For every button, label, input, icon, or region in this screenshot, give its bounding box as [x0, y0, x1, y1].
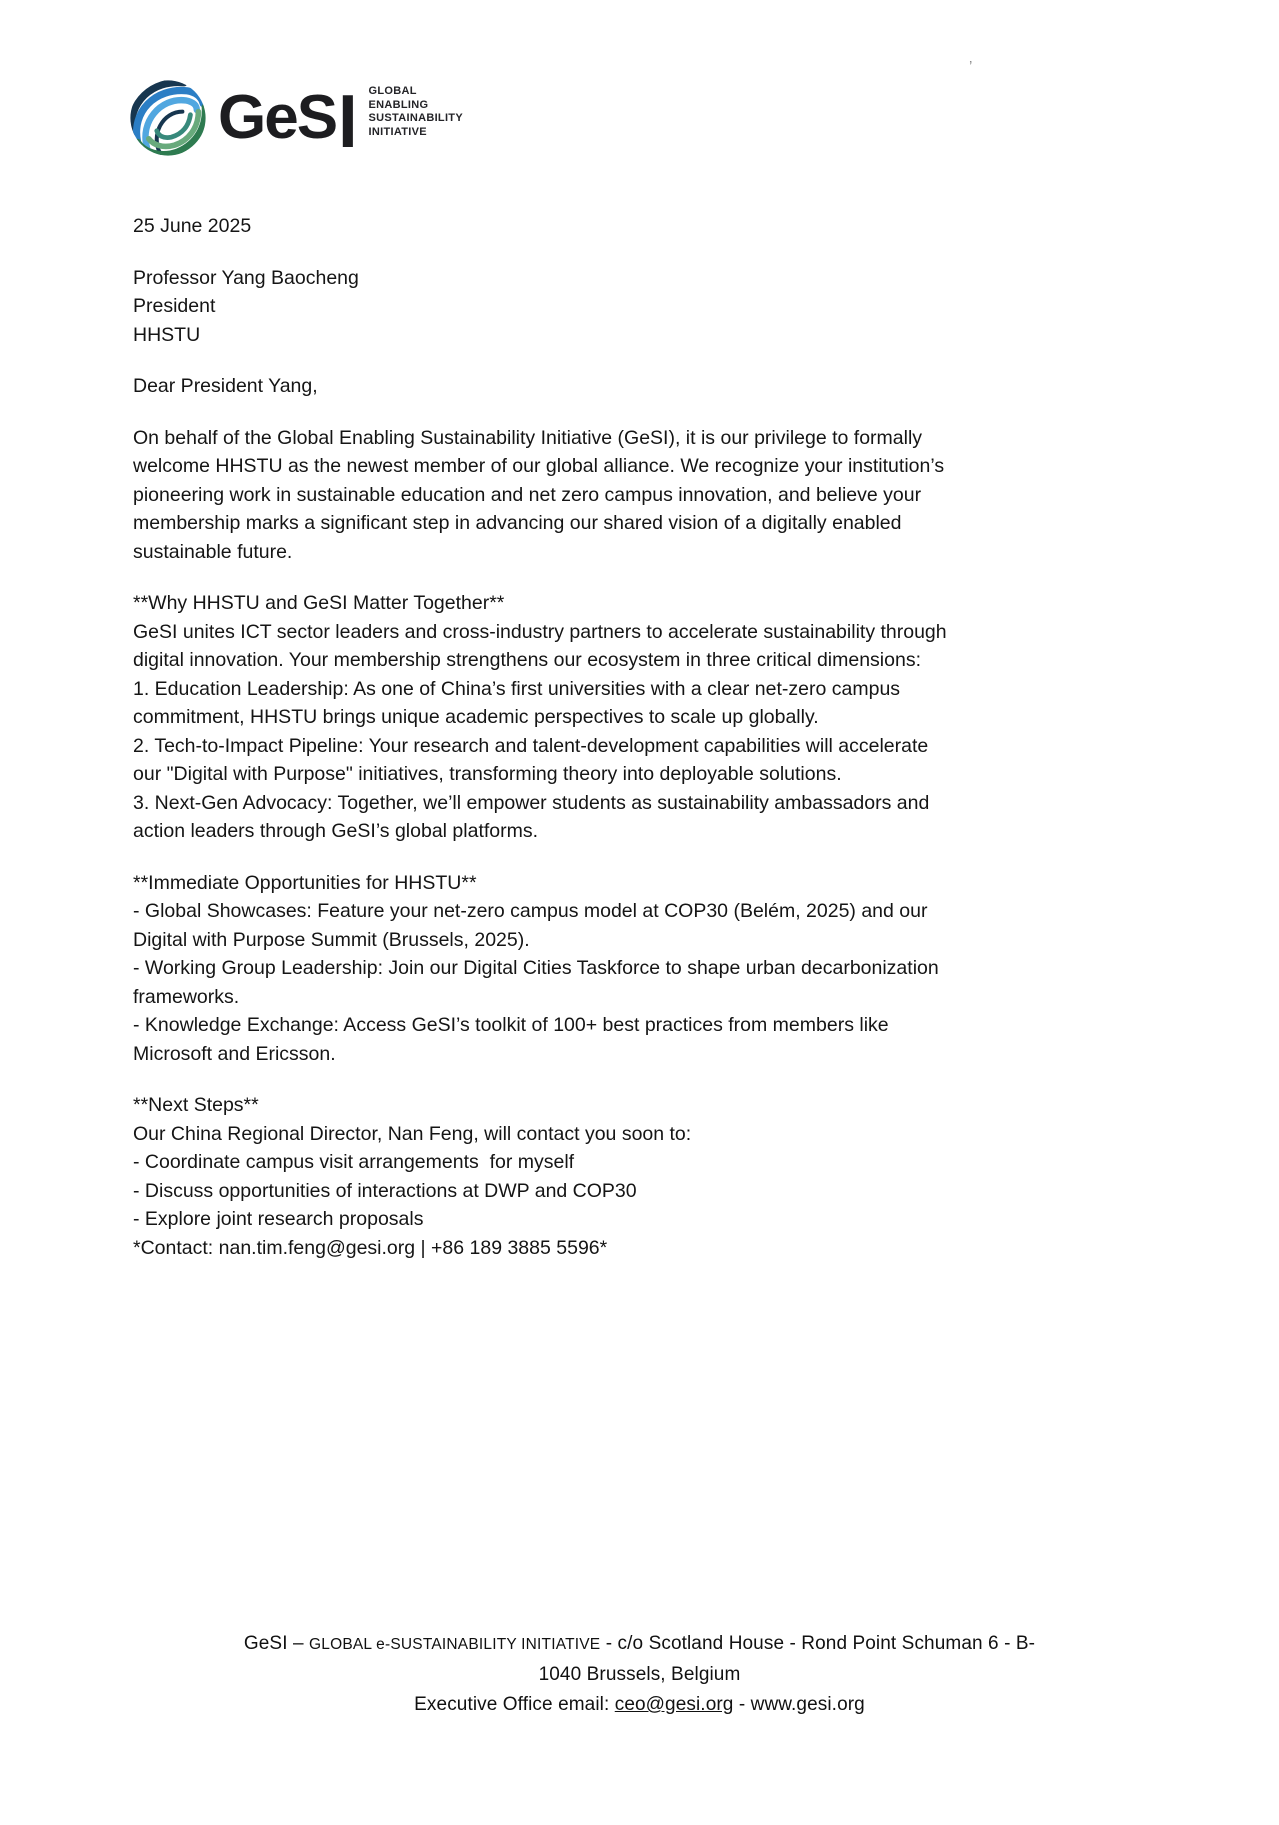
blank-line — [133, 401, 1013, 424]
blank-line — [133, 566, 1013, 589]
body-line: action leaders through GeSI’s global platforms. — [133, 820, 539, 842]
body-line: President — [133, 295, 216, 317]
scan-artifact: ’ — [969, 58, 973, 75]
footer-line-2: 1040 Brussels, Belgium — [538, 1664, 741, 1685]
body-line: frameworks. — [133, 985, 240, 1008]
tagline-line: ENABLING — [368, 98, 429, 111]
body-line: membership marks a significant step in advancing our shared vision of a digitally enabled — [133, 512, 902, 534]
body-line: Our China Regional Director, Nan Feng, will contact you soon to: — [133, 1122, 692, 1145]
body-line: - Knowledge Exchange: Access GeSI’s toolkit of 100+ best practices from members like — [133, 1014, 889, 1036]
body-line: - Global Showcases: Feature your net-zero campus model at COP30 (Belém, 2025) and our — [133, 900, 928, 922]
body-line: Professor Yang Baocheng — [133, 266, 359, 289]
gesi-logo — [128, 78, 463, 164]
footer-website: - www.gesi.org — [733, 1694, 865, 1715]
letter-body — [133, 212, 1013, 1262]
footer-brand: GeSI – — [243, 1633, 310, 1654]
footer-address: - c/o Scotland House - Rond Point Schuman 6 - B- — [600, 1633, 1036, 1654]
body-line: digital innovation. Your membership strengthens our ecosystem in three critical dimensions: — [133, 649, 921, 671]
body-line: 2. Tech-to-Impact Pipeline: Your research and talent-development capabilities will accelerate — [133, 734, 929, 757]
body-line: 1. Education Leadership: As one of China’s first universities with a clear net-zero campus — [133, 677, 901, 700]
body-line: 3. Next-Gen Advocacy: Together, we’ll empower students as sustainability ambassadors and — [133, 791, 930, 814]
body-line: On behalf of the Global Enabling Sustainability Initiative (GeSI), it is our privilege to formally — [133, 426, 923, 449]
footer-line-1 — [0, 1629, 1279, 1660]
body-line: sustainable future. — [133, 540, 293, 563]
footer-line-3 — [0, 1690, 1279, 1720]
body-line: *Contact: nan.tim.feng@gesi.org | +86 189 3885 5596* — [133, 1236, 608, 1259]
tagline-line: GLOBAL — [368, 85, 417, 97]
body-line: welcome HHSTU as the newest member of our global alliance. We recognize your institution’s — [133, 455, 945, 477]
body-line: **Next Steps** — [133, 1094, 259, 1116]
logo-brand-text — [218, 78, 358, 164]
gesi-globe-icon — [128, 78, 208, 158]
logo-brand-ges: GeS — [218, 83, 337, 152]
footer-email: ceo@gesi.org — [614, 1694, 734, 1715]
letter-footer — [0, 1629, 1279, 1720]
logo-letter-i-bar: I — [338, 78, 358, 164]
body-line: - Explore joint research proposals — [133, 1208, 424, 1230]
body-line: commitment, HHSTU brings unique academic perspectives to scale up globally. — [133, 706, 819, 728]
body-line: GeSI unites ICT sector leaders and cross-industry partners to accelerate sustainability through — [133, 620, 947, 643]
body-line: - Coordinate campus visit arrangements for myself — [133, 1151, 575, 1173]
tagline-line: INITIATIVE — [368, 125, 427, 138]
body-line: **Immediate Opportunities for HHSTU** — [133, 871, 477, 894]
body-line: Microsoft and Ericsson. — [133, 1042, 336, 1065]
body-line: pioneering work in sustainable education and net zero campus innovation, and believe your — [133, 483, 922, 506]
blank-line — [133, 241, 1013, 264]
body-line: HHSTU — [133, 323, 201, 346]
blank-line — [133, 846, 1013, 869]
body-line: **Why HHSTU and GeSI Matter Together** — [133, 592, 505, 614]
logo-tagline — [369, 85, 463, 139]
body-line: Digital with Purpose Summit (Brussels, 2025). — [133, 928, 530, 951]
body-line: Dear President Yang, — [133, 375, 318, 397]
footer-email-label: Executive Office email: — [414, 1694, 615, 1715]
body-line: - Discuss opportunities of interactions at DWP and COP30 — [133, 1179, 637, 1202]
body-line: 25 June 2025 — [133, 215, 252, 237]
blank-line — [133, 1068, 1013, 1091]
tagline-line: SUSTAINABILITY — [368, 112, 463, 124]
body-line: our "Digital with Purpose" initiatives, transforming theory into deployable solutions. — [133, 763, 842, 785]
body-line: - Working Group Leadership: Join our Digital Cities Taskforce to shape urban decarbonization — [133, 957, 939, 979]
footer-initiative-name: GLOBAL e-SUSTAINABILITY INITIATIVE — [309, 1636, 601, 1653]
blank-line — [133, 349, 1013, 372]
